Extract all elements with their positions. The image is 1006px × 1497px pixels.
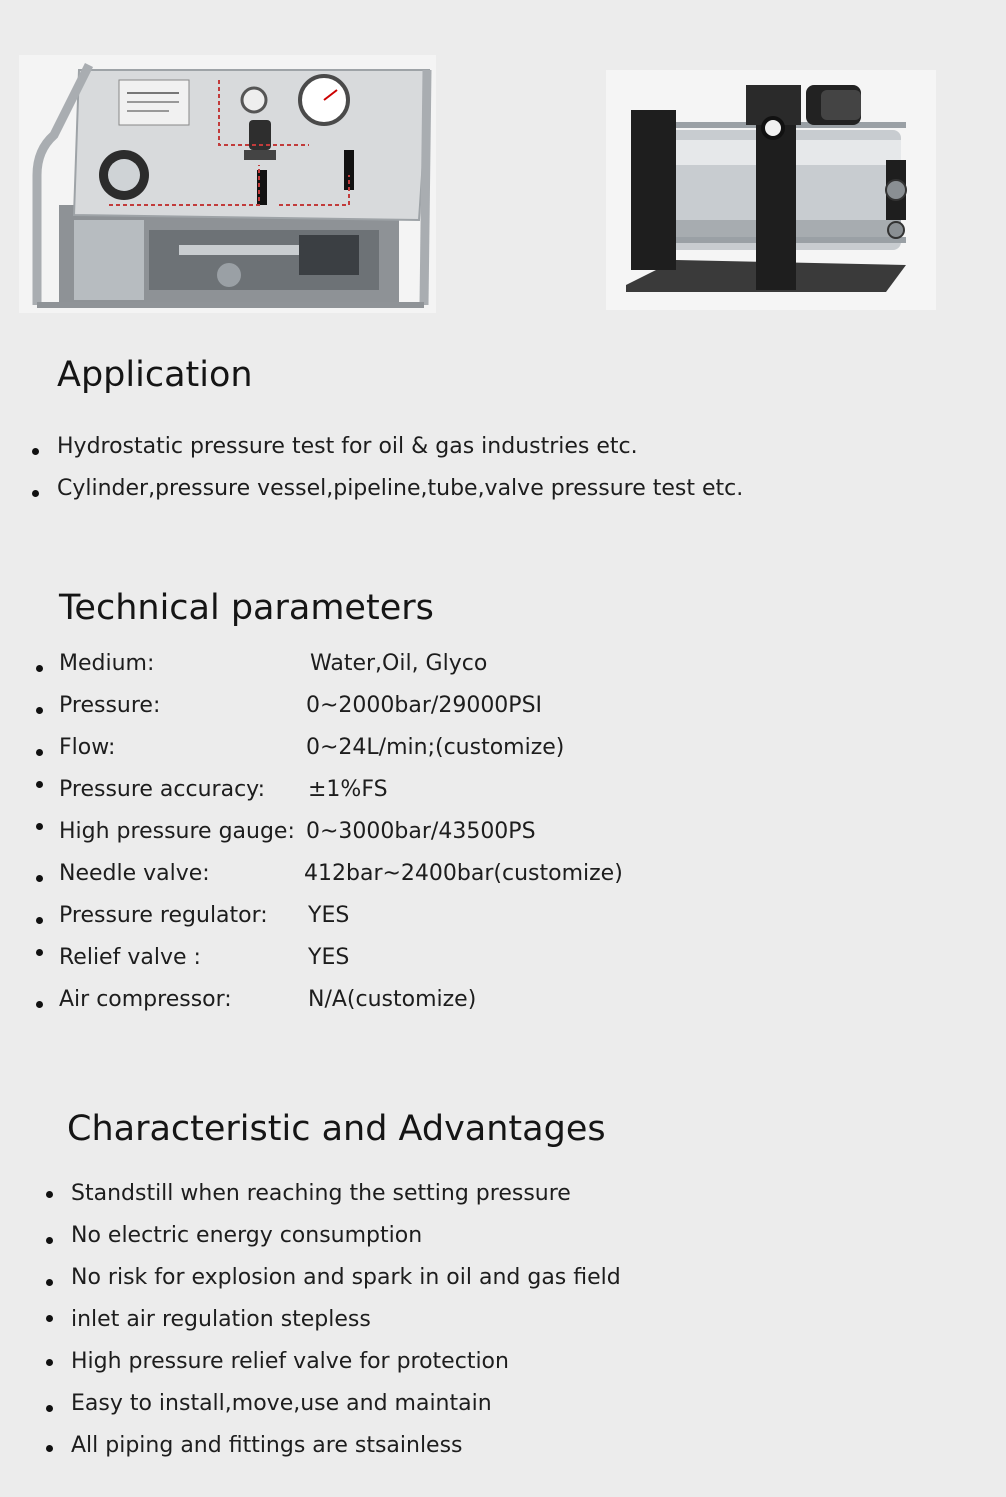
booster-pump-photo <box>606 70 936 310</box>
bullet-icon <box>36 917 43 924</box>
param-label: Flow: <box>59 735 116 760</box>
param-label: Pressure accuracy: <box>59 777 266 802</box>
characteristic-item-text: Standstill when reaching the setting pressure <box>71 1181 571 1206</box>
param-value: Water,Oil, Glyco <box>310 651 488 676</box>
param-label: Relief valve : <box>59 945 201 970</box>
bullet-icon <box>46 1445 53 1452</box>
characteristic-item-text: Easy to install,move,use and maintain <box>71 1391 492 1416</box>
bullet-icon <box>36 823 43 830</box>
bullet-icon <box>36 749 43 756</box>
bullet-icon <box>36 949 43 956</box>
param-value: ±1%FS <box>308 777 388 802</box>
param-value: 0~24L/min;(customize) <box>306 735 565 760</box>
technical-heading: Technical parameters <box>59 588 434 628</box>
characteristic-item-text: High pressure relief valve for protection <box>71 1349 509 1374</box>
application-heading: Application <box>57 355 253 395</box>
bullet-icon <box>46 1405 53 1412</box>
param-value: YES <box>308 903 350 928</box>
param-value: 0~3000bar/43500PS <box>306 819 536 844</box>
bullet-icon <box>36 781 43 788</box>
characteristics-heading: Characteristic and Advantages <box>67 1109 606 1149</box>
bullet-icon <box>46 1315 53 1322</box>
param-label: Medium: <box>59 651 155 676</box>
bullet-icon <box>46 1237 53 1244</box>
param-label: Pressure regulator: <box>59 903 268 928</box>
characteristic-item-text: All piping and fittings are stsainless <box>71 1433 463 1458</box>
bullet-icon <box>36 875 43 882</box>
param-value: 0~2000bar/29000PSI <box>306 693 543 718</box>
characteristic-item-text: No risk for explosion and spark in oil and gas field <box>71 1265 621 1290</box>
characteristic-item-text: inlet air regulation stepless <box>71 1307 371 1332</box>
application-item-text: Hydrostatic pressure test for oil & gas industries etc. <box>57 434 638 459</box>
bullet-icon <box>36 1001 43 1008</box>
test-bench-photo <box>19 55 436 313</box>
bullet-icon <box>32 490 39 497</box>
bullet-icon <box>36 665 43 672</box>
bullet-icon <box>32 448 39 455</box>
bullet-icon <box>46 1279 53 1286</box>
application-item-text: Cylinder,pressure vessel,pipeline,tube,valve pressure test etc. <box>57 476 744 501</box>
param-value: N/A(customize) <box>308 987 477 1012</box>
param-value: 412bar~2400bar(customize) <box>304 861 623 886</box>
bullet-icon <box>46 1359 53 1366</box>
param-label: High pressure gauge: <box>59 819 295 844</box>
param-label: Needle valve: <box>59 861 210 886</box>
characteristic-item-text: No electric energy consumption <box>71 1223 423 1248</box>
param-value: YES <box>308 945 350 970</box>
bullet-icon <box>36 707 43 714</box>
param-label: Pressure: <box>59 693 161 718</box>
bullet-icon <box>46 1191 53 1198</box>
param-label: Air compressor: <box>59 987 232 1012</box>
